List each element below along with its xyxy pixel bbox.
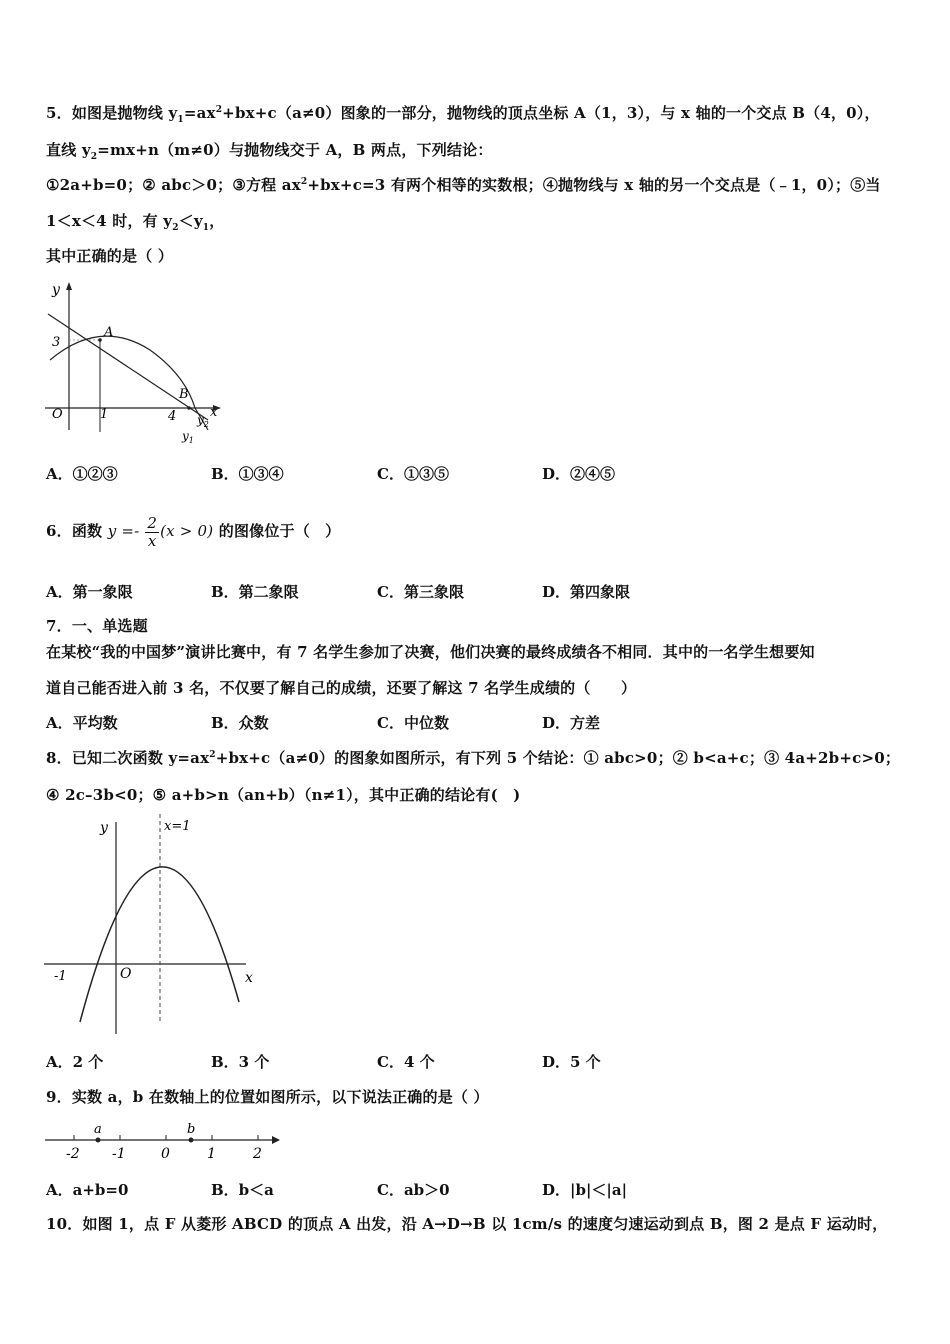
q8-label-y: y (100, 820, 108, 836)
q5-option-b[interactable]: B．①③④ (211, 465, 284, 483)
q5-label-y2: $y_2$ (197, 413, 209, 429)
q6-option-a[interactable]: A．第一象限 (46, 583, 133, 601)
q5-label-y: y (52, 282, 60, 298)
q5-option-c[interactable]: C．①③⑤ (377, 465, 449, 483)
q9-label-a: a (94, 1122, 102, 1137)
q9-tick-label: 0 (161, 1146, 170, 1162)
q8-line1: 8．已知二次函数 $y=ax^2+bx+c(a\ne 0)$的图象如图所示，有下列 5 个结论：① abc>0；② b<a+c；③ 4a+2b+c>0； (46, 749, 901, 767)
q5-label-a: A (104, 325, 114, 340)
q8-line2: ④ 2c–3b<0；⑤ a+b>n（an+b）（n≠1），其中正确的结论有( ) (46, 786, 521, 804)
q8-label-o: O (120, 966, 132, 982)
q8-option-d[interactable]: D．5 个 (542, 1053, 601, 1071)
q5-line (48, 314, 208, 420)
q5-tick-3: 3 (52, 335, 61, 350)
q9-option-d[interactable]: D．|b|＜|a| (542, 1181, 628, 1199)
q9-axis-arrow (272, 1136, 280, 1144)
q9-option-a[interactable]: A．a+b=0 (46, 1181, 129, 1199)
q5-label-b: B (179, 387, 189, 402)
q9-tick-label: -1 (112, 1146, 126, 1162)
q10-line: 10．如图 1，点 F 从菱形 ABCD 的顶点 A 出发，沿 A→D→B 以 1cm/s 的速度匀速运动到点 B，图 2 是点 F 运动时， (46, 1215, 888, 1233)
q8-option-a[interactable]: A．2 个 (46, 1053, 104, 1071)
q6-line: 6．函数 y =- $\frac{2}{x}$ (x > 0) 的图像位于（ ） (46, 513, 341, 550)
q9-tick-label: 1 (207, 1146, 216, 1162)
q6-formula: y =- $\frac{2}{x}$ (x > 0) (107, 513, 214, 550)
q5-label-y1: $y_1$ (182, 429, 194, 445)
q8-option-b[interactable]: B．3 个 (211, 1053, 270, 1071)
q5-line3: ①2a+b=0；② abc＞0；③方程 $ax^2+bx+c=3$ 有两个相等的实数根；④抛物线与 x 轴的另一个交点是（﹣1，0）；⑤当 (46, 176, 881, 194)
q9-line: 9．实数 a，b 在数轴上的位置如图所示，以下说法正确的是（ ） (46, 1088, 489, 1106)
q6-option-b[interactable]: B．第二象限 (211, 583, 299, 601)
q5-point-b (187, 406, 191, 410)
q5-line4: 1＜x＜4 时，有 $y_2<y_1$， (46, 212, 225, 233)
q9-point-b (189, 1138, 194, 1143)
q8-label-x1: x=1 (164, 819, 191, 834)
q5-label-o: O (52, 407, 63, 422)
q9-tick-label: 2 (253, 1146, 262, 1162)
q5-option-d[interactable]: D．②④⑤ (542, 465, 616, 483)
q7-option-b[interactable]: B．众数 (211, 714, 269, 732)
q7-option-d[interactable]: D．方差 (542, 714, 601, 732)
q7-heading: 7．一、单选题 (46, 617, 148, 635)
q9-label-b: b (187, 1122, 196, 1137)
q6-option-c[interactable]: C．第三象限 (377, 583, 464, 601)
q8-tick-neg1: -1 (54, 969, 67, 984)
q5-line2: 直线 $y_2=mx+n(m\ne 0)$与抛物线交于 A，B 两点，下列结论： (46, 141, 493, 162)
q7-line2: 道自己能否进入前 3 名，不仅要了解自己的成绩，还要了解这 7 名学生成绩的（ ） (46, 679, 637, 697)
q9-point-a (96, 1138, 101, 1143)
q9-option-c[interactable]: C．ab＞0 (377, 1181, 450, 1199)
q9-number-line (40, 1120, 290, 1165)
q7-option-a[interactable]: A．平均数 (46, 714, 118, 732)
q6-option-d[interactable]: D．第四象限 (542, 583, 631, 601)
q5-option-a[interactable]: A．①②③ (46, 465, 118, 483)
q5-figure (40, 280, 230, 445)
q5-question: 其中正确的是（ ） (46, 247, 174, 265)
q8-option-c[interactable]: C．4 个 (377, 1053, 435, 1071)
q7-option-c[interactable]: C．中位数 (377, 714, 449, 732)
q8-figure (40, 812, 270, 1042)
q8-label-x: x (245, 970, 253, 986)
q5-y-arrow (66, 282, 72, 290)
q5-line1: 5．如图是抛物线 $y_1=ax^2+bx+c(a\ne 0)$图象的一部分，抛物线的顶点坐标 A（1，3），与 x 轴的一个交点 B（4，0）， (46, 104, 880, 125)
q5-label-x: x (210, 405, 218, 420)
q9-option-b[interactable]: B．b＜a (211, 1181, 274, 1199)
q5-tick-1: 1 (100, 407, 109, 422)
q5-parabola (50, 336, 208, 430)
q5-point-a (98, 338, 102, 342)
q9-tick-label: -2 (66, 1146, 80, 1162)
q5-tick-4: 4 (168, 409, 177, 424)
q7-line1: 在某校“我的中国梦”演讲比赛中，有 7 名学生参加了决赛，他们决赛的最终成绩各不相同．其中的一名学生想要知 (46, 643, 815, 661)
